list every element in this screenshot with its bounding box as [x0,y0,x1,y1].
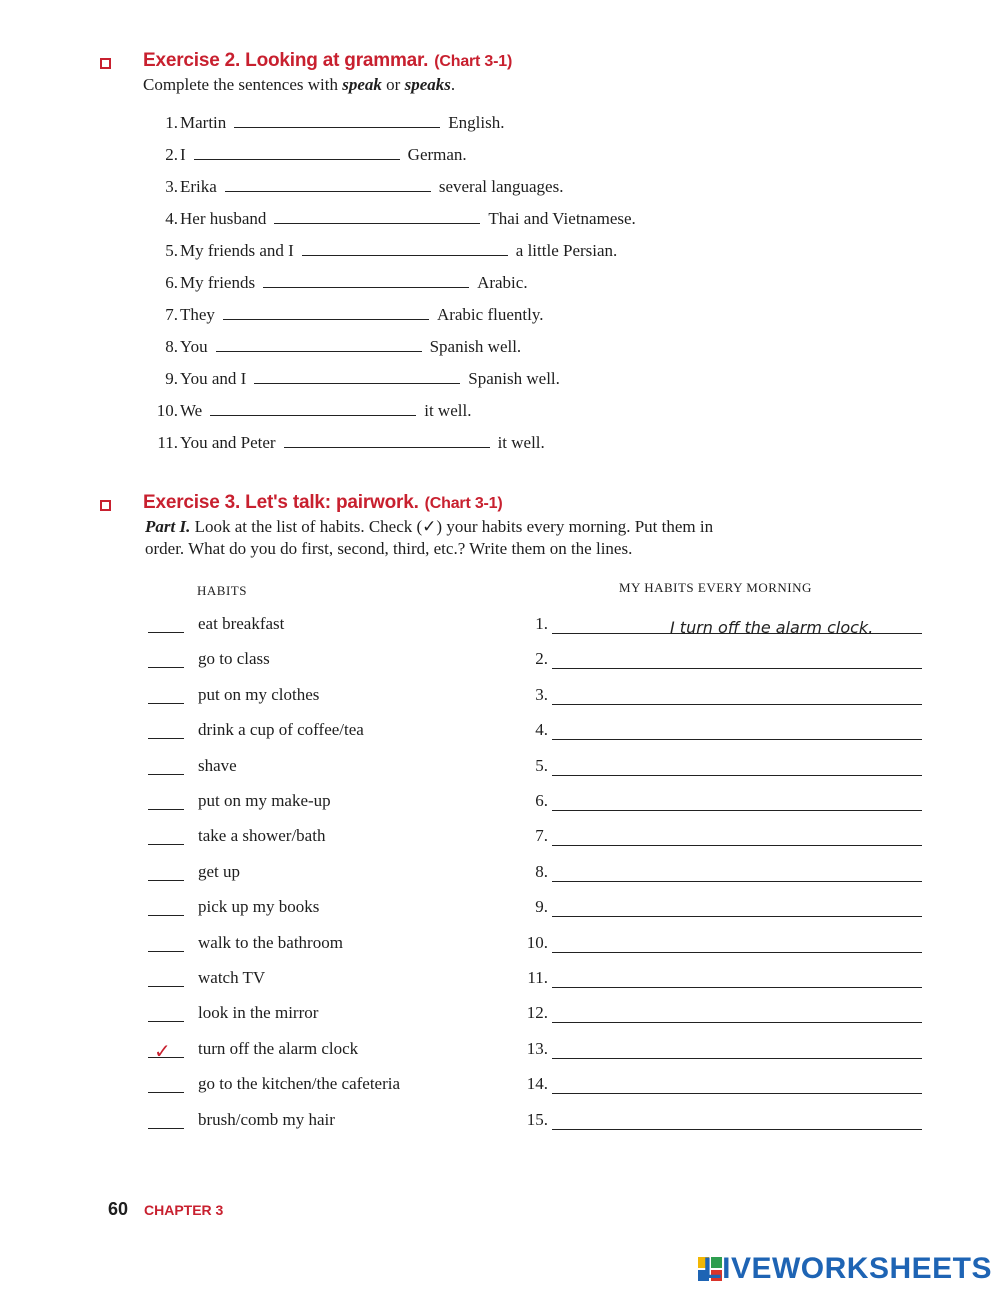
habit-text: shave [198,756,237,775]
morning-habit-row [508,862,928,884]
habit-check-blank[interactable] [148,832,184,845]
morning-habit-answer-line[interactable] [552,1081,922,1094]
habit-row [148,862,468,884]
morning-habit-number: 6. [535,791,548,810]
item-number: 8. [165,337,178,356]
habit-row [148,968,468,990]
morning-habit-answer-line[interactable] [552,904,922,917]
item-subject: Her husband [180,209,267,228]
habits-column-header: HABITS [197,583,247,598]
morning-habit-number: 14. [526,1074,548,1093]
answer-blank[interactable] [225,177,431,192]
habit-row [148,649,468,671]
item-number: 10. [156,401,178,420]
exercise-3-instruction-line2: order. What do you do first, second, third, etc.? Write them on the lines. [145,539,633,558]
morning-habit-number: 11. [527,968,548,987]
exercise-3-chart-ref: (Chart 3-1) [424,495,503,512]
habit-row [148,1110,468,1132]
morning-habit-number: 7. [535,826,548,845]
answer-blank[interactable] [194,145,400,160]
morning-habit-number: 9. [535,897,548,916]
item-subject: You [180,337,208,356]
habit-check-blank[interactable] [148,1039,184,1063]
answer-blank[interactable] [223,305,429,320]
morning-habit-answer-line[interactable] [552,1046,922,1059]
habit-row [148,791,468,813]
item-number: 7. [165,305,178,324]
morning-habit-answer-line[interactable] [552,1010,922,1023]
morning-habit-number: 1. [535,614,548,633]
item-number: 9. [165,369,178,388]
item-ending: Spanish well. [468,369,560,388]
exercise-2-title-text: Exercise 2. Looking at grammar. [143,50,429,71]
morning-habit-number: 15. [526,1110,548,1129]
habit-check-blank[interactable] [148,655,184,668]
habit-text: walk to the bathroom [198,933,343,952]
morning-habit-answer-line[interactable] [552,833,922,846]
habit-check-blank[interactable] [148,903,184,916]
exercise-2-title [143,50,512,72]
item-ending: Arabic fluently. [436,305,544,324]
instruction-pre: Complete the sentences with [143,75,343,94]
exercise-3-instruction-line1 [145,517,713,537]
morning-column-header: MY HABITS EVERY MORNING [619,580,812,595]
habit-row [148,1039,468,1061]
habit-row [148,1074,468,1096]
morning-habit-number: 5. [535,756,548,775]
morning-habit-number: 3. [535,685,548,704]
morning-habit-answer-line[interactable] [552,940,922,953]
morning-habit-row [508,791,928,813]
morning-habit-row [508,685,928,707]
habit-check-blank[interactable] [148,620,184,633]
item-ending: it well. [424,401,472,420]
morning-habit-answer-line[interactable] [552,975,922,988]
habit-text: watch TV [198,968,266,987]
answer-blank[interactable] [263,273,469,288]
item-subject: They [180,305,215,324]
item-ending: Spanish well. [429,337,522,356]
chapter-label: CHAPTER 3 [144,1202,224,1218]
exercise-2-item [152,113,504,135]
morning-habit-number: 12. [526,1003,548,1022]
morning-habit-answer-line[interactable] [552,1117,922,1130]
morning-habit-number: 8. [535,862,548,881]
answer-blank[interactable] [216,337,422,352]
habit-check-blank[interactable] [148,974,184,987]
habit-row [148,826,468,848]
morning-habit-number: 10. [526,933,548,952]
exercise-2-item [152,401,471,423]
morning-habit-number: 13. [526,1039,548,1058]
habit-text: put on my make-up [198,791,331,810]
habit-check-blank[interactable] [148,726,184,739]
item-ending: English. [448,113,505,132]
item-subject: My friends [180,273,256,292]
instruction-mid: or [381,75,405,94]
habit-text: drink a cup of coffee/tea [198,720,364,739]
item-ending: it well. [497,433,545,452]
morning-habit-row [508,897,928,919]
habit-text: brush/comb my hair [198,1110,335,1129]
item-number: 5. [165,241,178,260]
habit-text: go to the kitchen/the cafeteria [198,1074,401,1093]
morning-habit-row [508,756,928,778]
habit-check-blank[interactable] [148,762,184,775]
answer-blank[interactable] [274,209,480,224]
exercise-2-item [152,145,467,167]
morning-habit-answer-line[interactable] [552,798,922,811]
item-number: 4. [165,209,178,228]
morning-habit-row [508,1039,928,1061]
item-ending: Thai and Vietnamese. [488,209,636,228]
habit-row [148,720,468,742]
morning-habit-answer-line[interactable] [552,763,922,776]
checkmark-icon: ✓ [154,1039,171,1063]
item-subject: I [180,145,186,164]
item-number: 2. [165,145,178,164]
exercise-2-item [152,337,521,359]
habit-row [148,756,468,778]
morning-habit-row [508,933,928,955]
exercise-2-item [152,209,636,231]
exercise-2-item [152,433,545,455]
morning-habit-row [508,720,928,742]
morning-habit-row [508,968,928,990]
item-ending: several languages. [438,177,564,196]
morning-habit-row [508,826,928,848]
exercise-2-checkbox [100,58,111,69]
exercise-2-item [152,305,543,327]
morning-habit-row [508,1074,928,1096]
exercise-2-item [152,241,617,263]
morning-habit-answer-line[interactable] [552,727,922,740]
habit-text: take a shower/bath [198,826,326,845]
exercise-2-item [152,177,563,199]
morning-habit-answer-line[interactable] [552,869,922,882]
habit-check-blank[interactable] [148,797,184,810]
item-subject: You and I [180,369,247,388]
habit-text: put on my clothes [198,685,320,704]
item-number: 1. [165,113,178,132]
item-subject: Erika [180,177,217,196]
morning-habit-row [508,1110,928,1132]
habit-row [148,1003,468,1025]
morning-habit-answer-line[interactable] [552,618,922,637]
exercise-3-title [143,492,502,514]
habit-row [148,897,468,919]
answer-blank[interactable] [284,433,490,448]
habit-check-blank[interactable] [148,1009,184,1022]
item-subject: My friends and I [180,241,294,260]
habit-text: look in the mirror [198,1003,319,1022]
morning-habit-number: 2. [535,649,548,668]
habit-text: go to class [198,649,270,668]
instruction-line1-text: Look at the list of habits. Check (✓) your habits every morning. Put them in [190,517,714,536]
habit-text: eat breakfast [198,614,285,633]
item-subject: You and Peter [180,433,276,452]
habit-check-blank[interactable] [148,1080,184,1093]
morning-habit-answer-line[interactable] [552,692,922,705]
answer-blank[interactable] [234,113,440,128]
habit-check-blank[interactable] [148,691,184,704]
instruction-post: . [450,75,456,94]
morning-habit-row [508,649,928,671]
page-number: 60 [108,1199,129,1219]
item-subject: We [180,401,203,420]
habit-check-blank[interactable] [148,868,184,881]
habit-text: get up [198,862,241,881]
habit-text: pick up my books [198,897,320,916]
habit-row [148,685,468,707]
habit-text: turn off the alarm clock [198,1039,359,1058]
item-number: 6. [165,273,178,292]
exercise-3-title-text: Exercise 3. Let's talk: pairwork. [143,492,419,513]
answer-blank[interactable] [254,369,460,384]
item-ending: a little Persian. [515,241,618,260]
exercise-3-checkbox [100,500,111,511]
word-speak: speak [342,75,382,94]
word-speaks: speaks [404,75,451,94]
habit-row [148,614,468,636]
part-label: Part I. [145,517,191,536]
item-subject: Martin [180,113,227,132]
morning-habit-number: 4. [535,720,548,739]
morning-habit-row [508,614,928,636]
morning-habit-answer-line[interactable] [552,656,922,669]
item-number: 11. [157,433,178,452]
item-number: 3. [165,177,178,196]
exercise-2-item [152,273,528,295]
morning-habit-answer: I turn off the alarm clock. [670,618,874,637]
exercise-2-chart-ref: (Chart 3-1) [434,53,513,70]
morning-habit-row [508,1003,928,1025]
exercise-2-instruction [143,75,455,95]
exercise-2-item [152,369,560,391]
item-ending: Arabic. [477,273,528,292]
answer-blank[interactable] [210,401,416,416]
answer-blank[interactable] [302,241,508,256]
liveworksheets-brand: LIVEWORKSHEETS [703,1252,992,1285]
habit-check-blank[interactable] [148,939,184,952]
habit-check-blank[interactable] [148,1116,184,1129]
item-ending: German. [407,145,467,164]
habit-row [148,933,468,955]
